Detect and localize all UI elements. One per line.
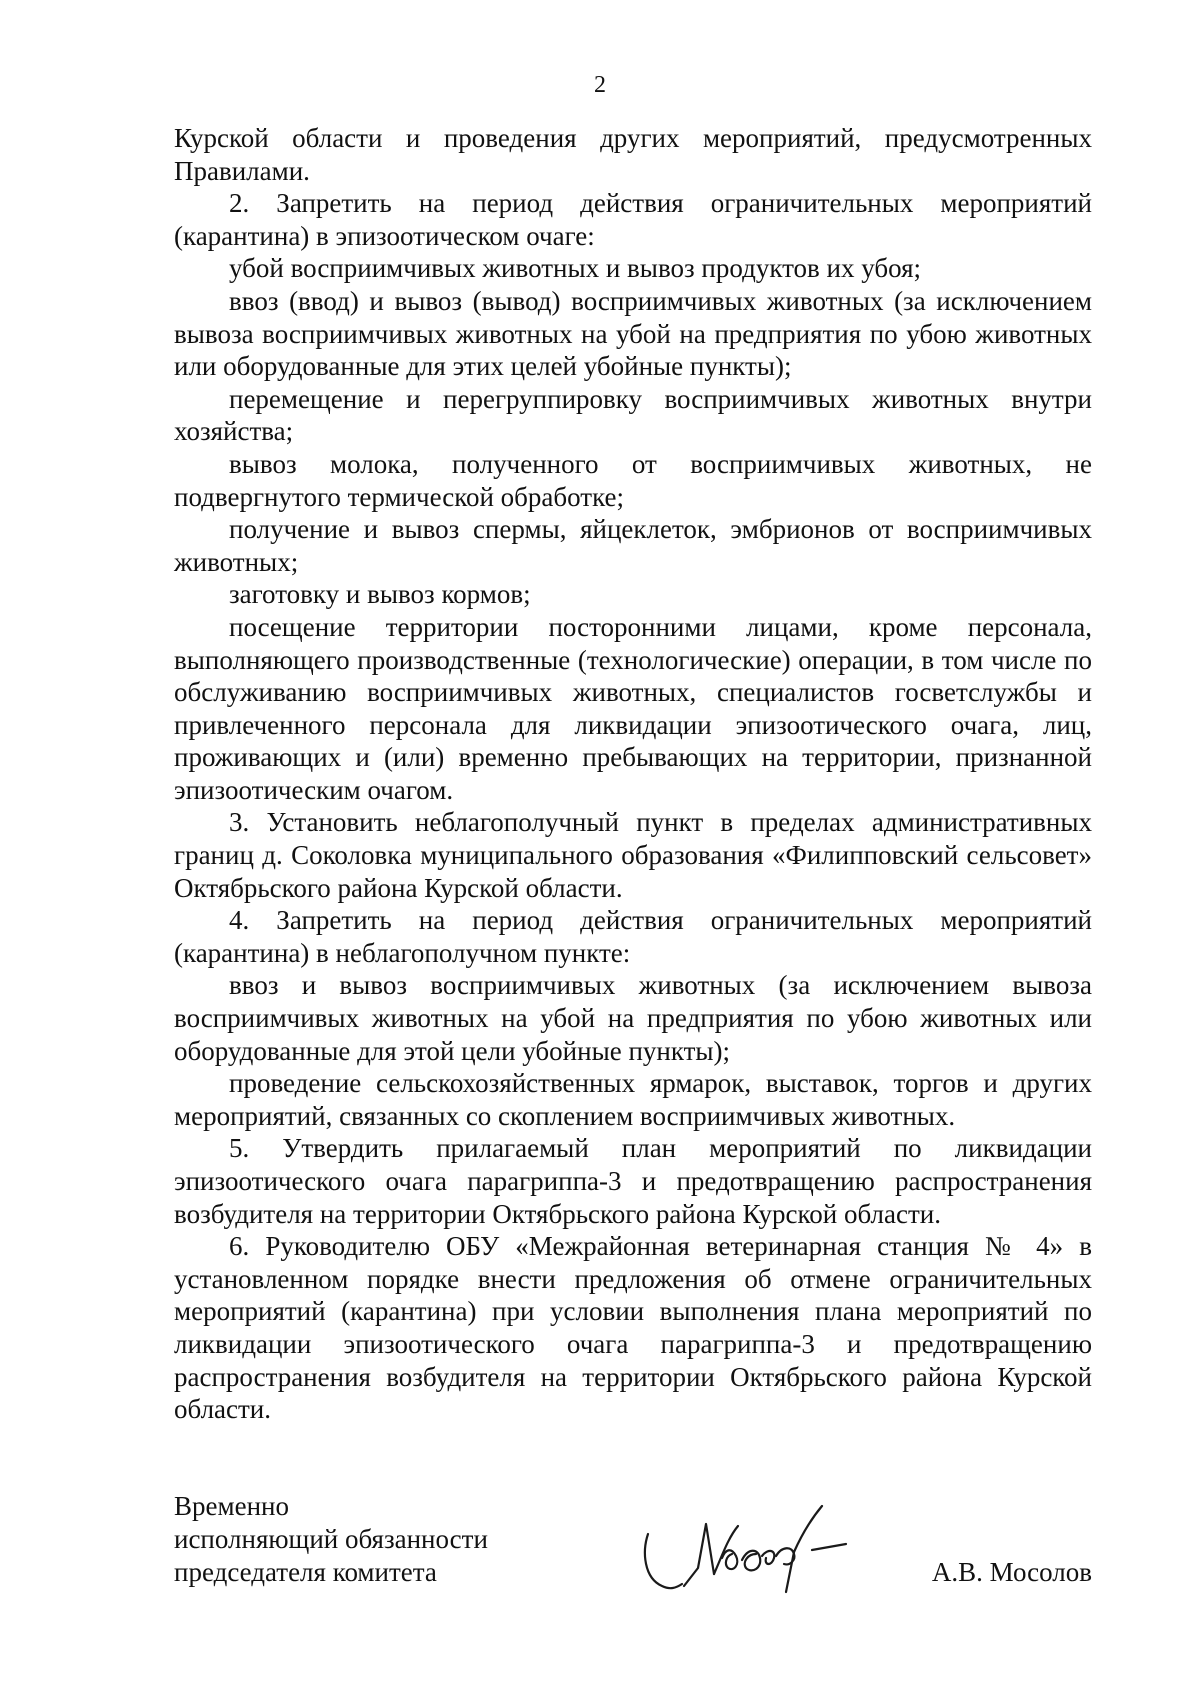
paragraph-item-6: 6. Руководителю ОБУ «Межрайонная ветеринарная станция № 4» в установленном порядке внести предложения об отмене ограничительных мероприятий (карантина) при условии выполнения плана мероприятий по ликвидации эпизоотического очага парагриппа-3 и предотвращению распространения возбудителя на территории Октябрьского района Курской области. (174, 1231, 1092, 1425)
paragraph-ban-slaughter: убой восприимчивых животных и вывоз продуктов их убоя; (229, 253, 922, 284)
signer-title-line: председателя комитета (174, 1557, 437, 1587)
paragraph-ban-movement: перемещение и перегруппировку восприимчивых животных внутри хозяйства; (174, 383, 1092, 447)
signature-block (174, 1490, 1092, 1600)
paragraph-ban-milk: вывоз молока, полученного от восприимчивых животных, не подвергнутого термической обработке; (174, 448, 1092, 512)
paragraph-item-4: 4. Запретить на период действия ограничительных мероприятий (карантина) в неблагополучном пункте: (174, 905, 1092, 968)
paragraph-ban-fairs: проведение сельскохозяйственных ярмарок, выставок, торгов и других мероприятий, связанных со скоплением восприимчивых животных. (174, 1068, 1092, 1131)
signer-title (174, 1490, 594, 1589)
page-number: 2 (594, 72, 606, 98)
paragraph-ban-import-export: ввоз (ввод) и вывоз (вывод) восприимчивых животных (за исключением вывоза восприимчивых животных на убой на предприятия по убою животных или оборудованные для этих целей убойные пункты); (174, 285, 1092, 382)
paragraph-ban-feed: заготовку и вывоз кормов; (229, 579, 531, 610)
handwritten-signature (636, 1494, 866, 1594)
paragraph-item-5: 5. Утвердить прилагаемый план мероприятий по ликвидации эпизоотического очага парагриппа-3 и предотвращению распространения возбудителя на территории Октябрьского района Курской области. (174, 1133, 1092, 1229)
document-body (174, 122, 1092, 1426)
paragraph-item-3: 3. Установить неблагополучный пункт в пределах административных границ д. Соколовка муниципального образования «Филипповский сельсовет» Октябрьского района Курской области. (174, 807, 1092, 903)
paragraph-ban-animal-transport: ввоз и вывоз восприимчивых животных (за исключением вывоза восприимчивых животных на убой на предприятия по убою животных или оборудованные для этой цели убойные пункты); (174, 970, 1092, 1066)
paragraph-continuation: Курской области и проведения других мероприятий, предусмотренных Правилами. (174, 123, 1092, 186)
paragraph-ban-visits: посещение территории посторонними лицами, кроме персонала, выполняющего производственные (технологические) операции, в том числе по обслуживанию восприимчивых животных, специалистов госветслужбы и привлеченного персонала для ликвидации эпизоотического очага, лиц, проживающих и (или) временно пребывающих на территории, признанной эпизоотическим очагом. (174, 611, 1092, 805)
signer-title-line: Временно (174, 1491, 289, 1521)
signer-name: А.В. Мосолов (931, 1557, 1092, 1587)
signer-title-line: исполняющий обязанности (174, 1524, 488, 1554)
paragraph-item-2: 2. Запретить на период действия ограничительных мероприятий (карантина) в эпизоотическом очаге: (174, 188, 1092, 251)
paragraph-ban-sperm: получение и вывоз спермы, яйцеклеток, эмбрионов от восприимчивых животных; (174, 514, 1092, 577)
